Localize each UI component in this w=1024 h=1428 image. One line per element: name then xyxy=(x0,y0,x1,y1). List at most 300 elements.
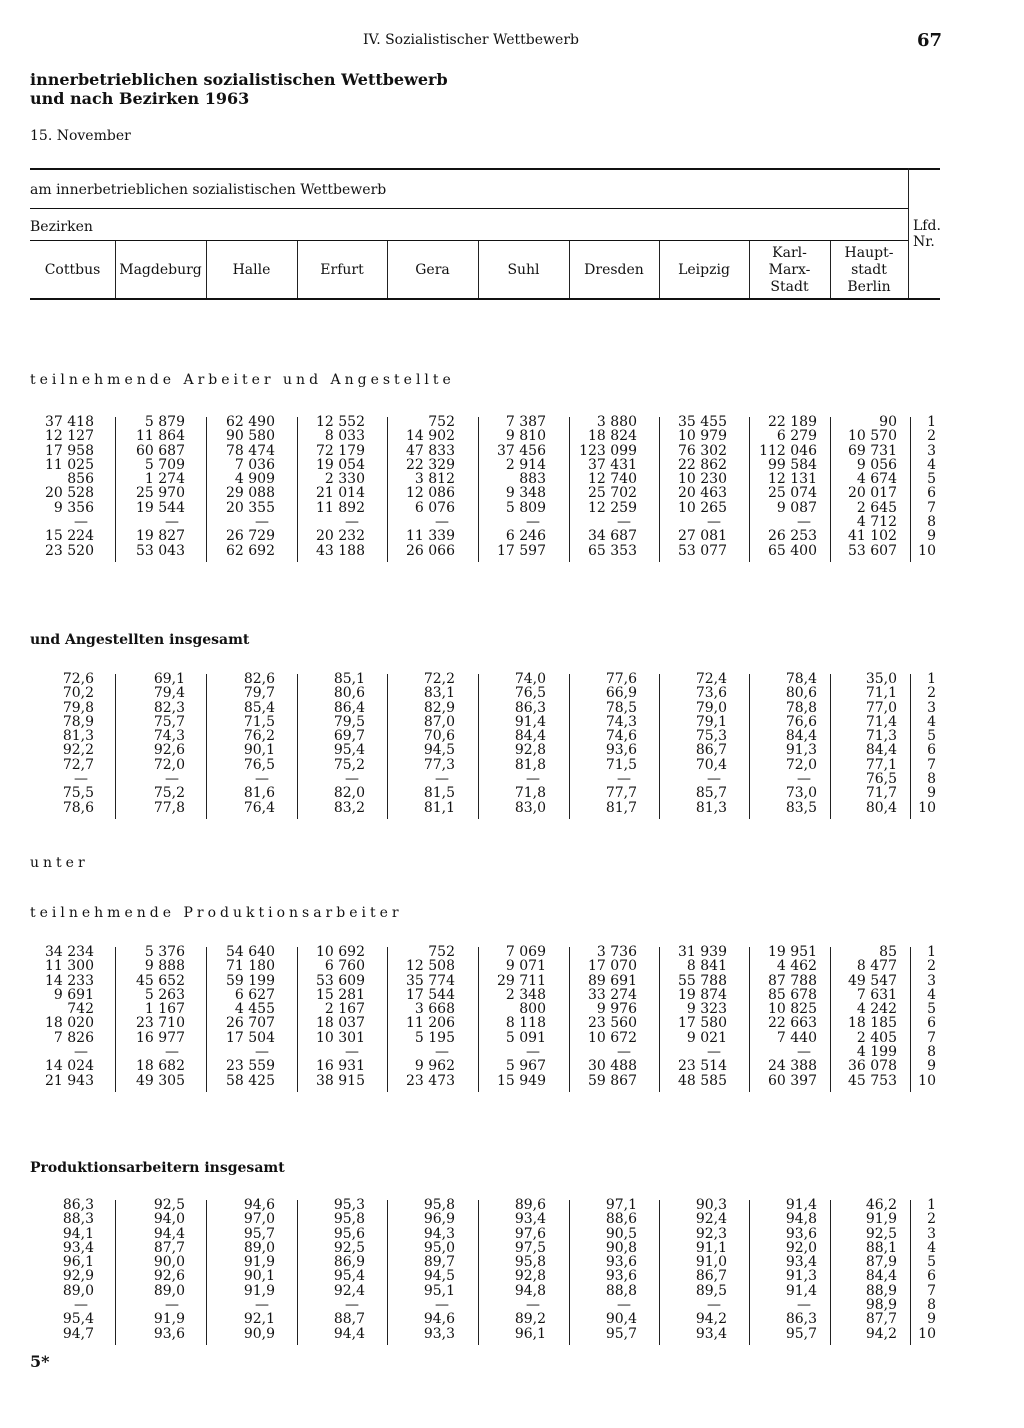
table-cell: 97,1 xyxy=(605,1197,637,1213)
table-cell: 9 962 xyxy=(414,1058,455,1075)
table-cell: 26 729 xyxy=(226,528,275,545)
table-cell: 82,9 xyxy=(423,699,455,716)
table-cell: 95,4 xyxy=(333,1268,365,1285)
table-cell: 11 300 xyxy=(45,958,94,975)
table-cell: 9 071 xyxy=(505,958,546,975)
table-cell: 76,6 xyxy=(785,713,817,730)
table-cell: 85,4 xyxy=(243,699,275,716)
table-cell: 94,8 xyxy=(514,1282,546,1299)
table-cell: 74,0 xyxy=(514,671,546,687)
table-cell: 9 323 xyxy=(686,1001,727,1018)
table-cell: 70,6 xyxy=(423,728,455,745)
column-header-9: Karl- Marx- Stadt xyxy=(768,244,811,295)
table-cell: 80,4 xyxy=(865,799,897,816)
table-cell: 78 474 xyxy=(226,442,275,459)
table-cell: 79,1 xyxy=(695,713,727,730)
table-cell: — xyxy=(165,514,179,531)
table-cell: 91,3 xyxy=(785,1268,817,1285)
data-column-6 xyxy=(466,1198,546,1341)
table-cell: — xyxy=(526,1297,540,1314)
table-cell: 86,4 xyxy=(333,699,365,716)
table-cell: — xyxy=(74,1297,88,1314)
table-cell: 45 753 xyxy=(848,1072,897,1089)
table-cell: 92,2 xyxy=(62,742,94,759)
data-column-5 xyxy=(375,672,455,815)
data-column-4 xyxy=(285,415,365,558)
table-cell: — xyxy=(165,771,179,788)
table-cell: 9 810 xyxy=(505,428,546,445)
table-cell: 97,0 xyxy=(243,1211,275,1228)
table-cell: 84,4 xyxy=(514,728,546,745)
table-cell: — xyxy=(435,771,449,788)
table-cell: 112 046 xyxy=(759,442,817,459)
table-cell: — xyxy=(74,771,88,788)
page-title-line-1: innerbetrieblichen sozialistischen Wettbewerb xyxy=(30,70,448,89)
table-cell: — xyxy=(255,514,269,531)
table-cell: 83,2 xyxy=(333,799,365,816)
table-cell: 76,5 xyxy=(865,771,897,788)
table-col-rule xyxy=(30,240,908,241)
table-cell: — xyxy=(707,771,721,788)
table-cell: 91,1 xyxy=(695,1239,727,1256)
table-cell: 23 560 xyxy=(588,1015,637,1032)
table-cell: 93,3 xyxy=(423,1325,455,1342)
row-number-column xyxy=(856,945,936,1088)
table-cell: 7 387 xyxy=(505,414,546,430)
table-cell: 76,5 xyxy=(514,685,546,702)
table-cell: 15 949 xyxy=(497,1072,546,1089)
table-cell: 4 xyxy=(927,456,936,473)
table-cell: 87,7 xyxy=(865,1311,897,1328)
header-column-divider xyxy=(659,241,660,298)
table-cell: 77,1 xyxy=(865,756,897,773)
table-cell: — xyxy=(617,514,631,531)
table-cell: — xyxy=(345,771,359,788)
table-cell: 23 473 xyxy=(406,1072,455,1089)
table-cell: 12 127 xyxy=(45,428,94,445)
table-cell: 9 021 xyxy=(686,1029,727,1046)
data-column-2 xyxy=(105,672,185,815)
table-cell: 92,0 xyxy=(785,1239,817,1256)
table-cell: 55 788 xyxy=(678,972,727,989)
table-cell: 95,0 xyxy=(423,1239,455,1256)
table-cell: 78,4 xyxy=(785,671,817,687)
table-cell: 12 086 xyxy=(406,485,455,502)
table-cell: 80,6 xyxy=(785,685,817,702)
table-cell: 89,0 xyxy=(62,1282,94,1299)
table-cell: 72,0 xyxy=(153,756,185,773)
header-column-divider xyxy=(297,241,298,298)
table-mid-rule xyxy=(30,208,908,209)
table-cell: 10 672 xyxy=(588,1029,637,1046)
row-number-column xyxy=(856,672,936,815)
data-column-8 xyxy=(647,1198,727,1341)
table-cell: — xyxy=(526,514,540,531)
table-cell: 25 970 xyxy=(136,485,185,502)
table-cell: 69,1 xyxy=(153,671,185,687)
table-cell: 80,6 xyxy=(333,685,365,702)
table-cell: 93,6 xyxy=(153,1325,185,1342)
table-cell: 84,4 xyxy=(865,742,897,759)
table-cell: — xyxy=(797,771,811,788)
table-cell: 883 xyxy=(519,471,546,488)
table-cell: 95,4 xyxy=(333,742,365,759)
table-cell: 71,3 xyxy=(865,728,897,745)
data-column-6 xyxy=(466,672,546,815)
data-column-9 xyxy=(737,415,817,558)
data-column-1 xyxy=(14,945,94,1088)
lfd-heading xyxy=(913,218,941,250)
table-cell: 6 760 xyxy=(324,958,365,975)
table-cell: 26 253 xyxy=(768,528,817,545)
data-column-4 xyxy=(285,945,365,1088)
table-cell: 71,7 xyxy=(865,785,897,802)
table-cell: 48 585 xyxy=(678,1072,727,1089)
table-cell: 88,3 xyxy=(62,1211,94,1228)
table-cell: 89 691 xyxy=(588,972,637,989)
table-cell: 94,2 xyxy=(865,1325,897,1342)
table-cell: 8 xyxy=(927,1297,936,1314)
table-cell: 91,9 xyxy=(243,1282,275,1299)
table-cell: 92,3 xyxy=(695,1225,727,1242)
table-cell: 9 888 xyxy=(144,958,185,975)
table-cell: 53 077 xyxy=(678,542,727,559)
table-cell: 2 xyxy=(927,958,936,975)
table-cell: 12 740 xyxy=(588,471,637,488)
table-cell: — xyxy=(255,1044,269,1061)
data-column-3 xyxy=(195,415,275,558)
table-cell: — xyxy=(255,771,269,788)
data-column-3 xyxy=(195,1198,275,1341)
table-cell: 6 xyxy=(927,485,936,502)
table-cell: 53 609 xyxy=(316,972,365,989)
table-cell: 37 418 xyxy=(45,414,94,430)
table-cell: 22 862 xyxy=(678,456,727,473)
table-cell: 6 xyxy=(927,1268,936,1285)
table-cell: 69 731 xyxy=(848,442,897,459)
table-cell: 95,8 xyxy=(423,1197,455,1213)
table-cell: 49 547 xyxy=(848,972,897,989)
table-cell: 12 259 xyxy=(588,499,637,516)
table-cell: 16 931 xyxy=(316,1058,365,1075)
table-cell: 3 xyxy=(927,972,936,989)
table-cell: 2 xyxy=(927,685,936,702)
data-column-9 xyxy=(737,1198,817,1341)
table-cell: 92,5 xyxy=(865,1225,897,1242)
table-cell: 94,6 xyxy=(423,1311,455,1328)
table-cell: 87,9 xyxy=(865,1254,897,1271)
table-cell: 10 301 xyxy=(316,1029,365,1046)
table-cell: 91,4 xyxy=(514,713,546,730)
table-cell: 6 xyxy=(927,742,936,759)
table-cell: — xyxy=(255,1297,269,1314)
table-cell: 87 788 xyxy=(768,972,817,989)
table-cell: 73,6 xyxy=(695,685,727,702)
table-cell: 70,2 xyxy=(62,685,94,702)
table-cell: 9 087 xyxy=(776,499,817,516)
table-cell: 18 824 xyxy=(588,428,637,445)
table-cell: 856 xyxy=(67,471,94,488)
data-column-9 xyxy=(737,672,817,815)
table-cell: 74,3 xyxy=(605,713,637,730)
table-cell: — xyxy=(617,1044,631,1061)
table-cell: 20 232 xyxy=(316,528,365,545)
table-cell: 22 189 xyxy=(768,414,817,430)
table-cell: 22 329 xyxy=(406,456,455,473)
table-cell: 7 069 xyxy=(505,944,546,960)
page-title-line-2: und nach Bezirken 1963 xyxy=(30,89,250,108)
column-header-5: Gera xyxy=(415,261,450,278)
column-header-4: Erfurt xyxy=(320,261,364,278)
table-head-bottom-rule xyxy=(30,298,940,300)
table-cell: 20 528 xyxy=(45,485,94,502)
column-header-6: Suhl xyxy=(507,261,540,278)
table-cell: 11 025 xyxy=(45,456,94,473)
table-cell: 95,3 xyxy=(333,1197,365,1213)
table-cell: 8 033 xyxy=(324,428,365,445)
table-cell: 17 544 xyxy=(406,986,455,1003)
table-cell: — xyxy=(74,514,88,531)
table-cell: 75,2 xyxy=(153,785,185,802)
table-cell: 93,4 xyxy=(514,1211,546,1228)
table-cell: 75,5 xyxy=(62,785,94,802)
table-cell: 9 691 xyxy=(53,986,94,1003)
table-cell: 20 463 xyxy=(678,485,727,502)
data-column-4 xyxy=(285,1198,365,1341)
table-cell: 17 070 xyxy=(588,958,637,975)
table-cell: 93,6 xyxy=(605,742,637,759)
table-cell: 23 559 xyxy=(226,1058,275,1075)
table-cell: 76,2 xyxy=(243,728,275,745)
data-column-7 xyxy=(557,945,637,1088)
data-column-2 xyxy=(105,415,185,558)
table-cell: 53 043 xyxy=(136,542,185,559)
table-cell: 17 958 xyxy=(45,442,94,459)
table-cell: 72,7 xyxy=(62,756,94,773)
table-cell: 71,5 xyxy=(605,756,637,773)
table-cell: 35 774 xyxy=(406,972,455,989)
table-cell: 46,2 xyxy=(865,1197,897,1213)
table-cell: 59 867 xyxy=(588,1072,637,1089)
table-cell: 742 xyxy=(67,1001,94,1018)
data-column-8 xyxy=(647,945,727,1088)
table-cell: 58 425 xyxy=(226,1072,275,1089)
table-cell: 93,4 xyxy=(62,1239,94,1256)
table-cell: 3 812 xyxy=(414,471,455,488)
table-cell: 76,4 xyxy=(243,799,275,816)
table-cell: 16 977 xyxy=(136,1029,185,1046)
table-cell: 10 xyxy=(918,1325,936,1342)
table-cell: 14 233 xyxy=(45,972,94,989)
table-cell: 2 348 xyxy=(505,986,546,1003)
table-cell: 6 279 xyxy=(776,428,817,445)
table-cell: 7 440 xyxy=(776,1029,817,1046)
table-cell: 95,7 xyxy=(785,1325,817,1342)
table-cell: 76 302 xyxy=(678,442,727,459)
table-cell: 69,7 xyxy=(333,728,365,745)
table-cell: 7 xyxy=(927,1282,936,1299)
header-column-divider xyxy=(569,241,570,298)
lfd-divider xyxy=(908,168,909,300)
table-cell: 92,4 xyxy=(333,1282,365,1299)
table-cell: 90,8 xyxy=(605,1239,637,1256)
table-cell: 90 xyxy=(879,414,897,430)
table-cell: 5 709 xyxy=(144,456,185,473)
table-cell: 93,4 xyxy=(695,1325,727,1342)
page-number: 67 xyxy=(917,30,943,51)
table-cell: 92,6 xyxy=(153,742,185,759)
table-cell: 60 687 xyxy=(136,442,185,459)
table-cell: 18 037 xyxy=(316,1015,365,1032)
lfd-heading-line-1: Lfd. xyxy=(913,218,941,234)
table-cell: 86,7 xyxy=(695,742,727,759)
table-cell: 12 552 xyxy=(316,414,365,430)
table-cell: 4 xyxy=(927,986,936,1003)
table-cell: 18 682 xyxy=(136,1058,185,1075)
table-cell: 93,6 xyxy=(605,1254,637,1271)
table-cell: 78,8 xyxy=(785,699,817,716)
table-cell: 71,8 xyxy=(514,785,546,802)
lfd-heading-line-2: Nr. xyxy=(913,234,935,250)
table-cell: 98,9 xyxy=(865,1297,897,1314)
table-cell: 72,0 xyxy=(785,756,817,773)
table-cell: 81,5 xyxy=(423,785,455,802)
table-cell: 88,6 xyxy=(605,1211,637,1228)
table-cell: 5 967 xyxy=(505,1058,546,1075)
table-cell: 6 627 xyxy=(234,986,275,1003)
table-cell: — xyxy=(797,1297,811,1314)
table-cell: 8 xyxy=(927,771,936,788)
data-column-7 xyxy=(557,672,637,815)
section-title-1: teilnehmende Arbeiter und Angestellte xyxy=(30,372,455,388)
table-cell: 95,6 xyxy=(333,1225,365,1242)
table-cell: 71,5 xyxy=(243,713,275,730)
table-cell: 96,1 xyxy=(514,1325,546,1342)
table-cell: 91,3 xyxy=(785,742,817,759)
table-cell: 38 915 xyxy=(316,1072,365,1089)
table-cell: 95,7 xyxy=(605,1325,637,1342)
table-cell: 25 702 xyxy=(588,485,637,502)
table-cell: 19 544 xyxy=(136,499,185,516)
table-cell: 10 230 xyxy=(678,471,727,488)
table-cell: 10 265 xyxy=(678,499,727,516)
table-cell: 96,9 xyxy=(423,1211,455,1228)
table-cell: 8 xyxy=(927,514,936,531)
table-cell: 91,4 xyxy=(785,1197,817,1213)
table-cell: 752 xyxy=(428,944,455,960)
table-cell: 84,4 xyxy=(865,1268,897,1285)
table-cell: 4 xyxy=(927,713,936,730)
table-cell: 11 339 xyxy=(406,528,455,545)
table-cell: 87,7 xyxy=(153,1239,185,1256)
table-cell: 96,1 xyxy=(62,1254,94,1271)
table-cell: 2 645 xyxy=(856,499,897,516)
table-cell: 75,2 xyxy=(333,756,365,773)
table-cell: — xyxy=(797,514,811,531)
table-cell: 79,8 xyxy=(62,699,94,716)
table-date: 15. November xyxy=(30,128,131,144)
table-cell: 5 376 xyxy=(144,944,185,960)
table-cell: 8 841 xyxy=(686,958,727,975)
table-cell: 800 xyxy=(519,1001,546,1018)
table-cell: — xyxy=(345,1297,359,1314)
data-column-5 xyxy=(375,415,455,558)
table-cell: 29 088 xyxy=(226,485,275,502)
table-cell: 15 281 xyxy=(316,986,365,1003)
table-cell: 86,7 xyxy=(695,1268,727,1285)
table-cell: 21 014 xyxy=(316,485,365,502)
running-title: IV. Sozialistischer Wettbewerb xyxy=(363,32,579,48)
table-cell: 5 809 xyxy=(505,499,546,516)
table-cell: 94,3 xyxy=(423,1225,455,1242)
table-cell: 4 712 xyxy=(856,514,897,531)
table-cell: 20 355 xyxy=(226,499,275,516)
table-cell: 3 xyxy=(927,1225,936,1242)
table-cell: 26 707 xyxy=(226,1015,275,1032)
table-cell: — xyxy=(797,1044,811,1061)
table-cell: 35,0 xyxy=(865,671,897,687)
table-cell: 12 131 xyxy=(768,471,817,488)
table-cell: 97,6 xyxy=(514,1225,546,1242)
table-cell: — xyxy=(165,1297,179,1314)
section-title-3: unter xyxy=(30,855,89,871)
table-cell: 78,9 xyxy=(62,713,94,730)
table-cell: 99 584 xyxy=(768,456,817,473)
table-cell: 94,0 xyxy=(153,1211,185,1228)
table-cell: 10 xyxy=(918,542,936,559)
table-cell: 81,6 xyxy=(243,785,275,802)
table-cell: 24 388 xyxy=(768,1058,817,1075)
table-cell: 90,5 xyxy=(605,1225,637,1242)
table-cell: 7 826 xyxy=(53,1029,94,1046)
table-cell: 19 874 xyxy=(678,986,727,1003)
table-cell: 92,5 xyxy=(333,1239,365,1256)
table-cell: 5 xyxy=(927,728,936,745)
table-cell: 2 914 xyxy=(505,456,546,473)
table-cell: 82,6 xyxy=(243,671,275,687)
table-cell: 72,4 xyxy=(695,671,727,687)
table-cell: — xyxy=(617,771,631,788)
table-cell: 4 xyxy=(927,1239,936,1256)
table-cell: 23 514 xyxy=(678,1058,727,1075)
table-cell: 5 195 xyxy=(414,1029,455,1046)
table-cell: 88,8 xyxy=(605,1282,637,1299)
table-cell: 17 597 xyxy=(497,542,546,559)
table-cell: 14 024 xyxy=(45,1058,94,1075)
table-cell: 9 976 xyxy=(596,1001,637,1018)
table-cell: — xyxy=(74,1044,88,1061)
table-cell: 85 678 xyxy=(768,986,817,1003)
table-cell: 92,8 xyxy=(514,1268,546,1285)
header-column-divider xyxy=(830,241,831,298)
table-cell: 6 246 xyxy=(505,528,546,545)
table-cell: 86,3 xyxy=(785,1311,817,1328)
table-cell: 7 xyxy=(927,499,936,516)
data-column-6 xyxy=(466,945,546,1088)
table-cell: 17 504 xyxy=(226,1029,275,1046)
data-column-5 xyxy=(375,1198,455,1341)
table-cell: 19 827 xyxy=(136,528,185,545)
table-cell: 94,5 xyxy=(423,742,455,759)
table-cell: 3 xyxy=(927,442,936,459)
table-cell: 43 188 xyxy=(316,542,365,559)
data-column-2 xyxy=(105,1198,185,1341)
table-cell: — xyxy=(435,1044,449,1061)
data-column-3 xyxy=(195,945,275,1088)
table-cell: 35 455 xyxy=(678,414,727,430)
table-cell: 94,8 xyxy=(785,1211,817,1228)
table-cell: 9 xyxy=(927,1058,936,1075)
